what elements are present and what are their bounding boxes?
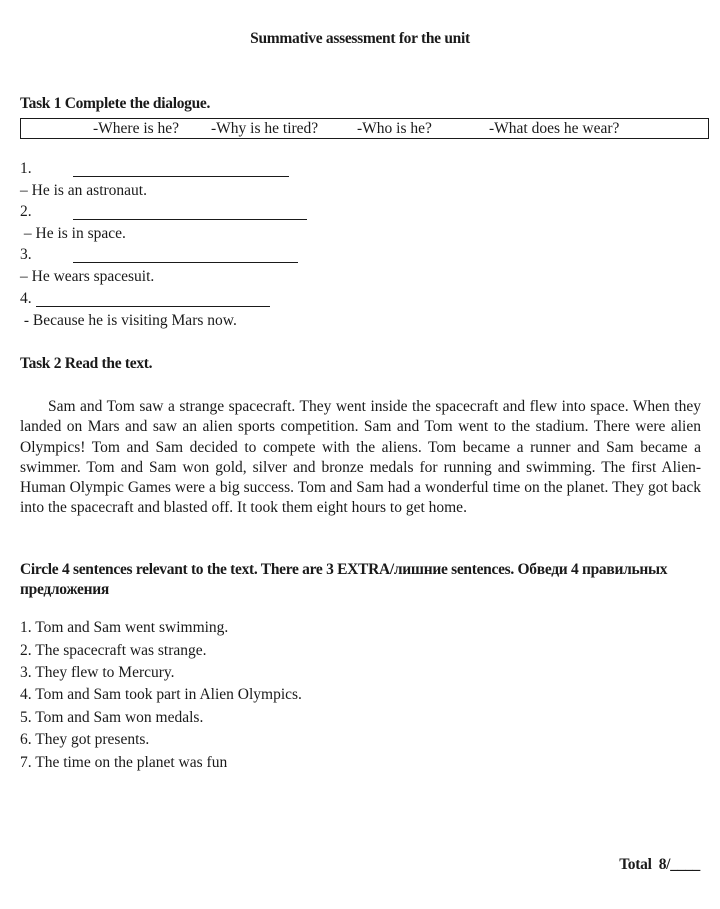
task3-heading: Circle 4 sentences relevant to the text. There are 3 EXTRA/лишние sentences. Обведи 4 правильных предложения — [20, 561, 668, 598]
answer-blank-1[interactable] — [73, 160, 289, 177]
sentence-1[interactable]: 1. Tom and Sam went swimming. — [20, 619, 229, 636]
question-2 — [20, 203, 32, 221]
answer-blank-4[interactable] — [36, 290, 270, 307]
task1-heading: Task 1 Complete the dialogue. — [20, 95, 211, 112]
task2-heading: Task 2 Read the text. — [20, 355, 153, 372]
question-number: 4. — [20, 290, 32, 307]
option-what-wear: -What does he wear? — [489, 120, 620, 137]
question-3 — [20, 246, 32, 264]
question-number: 3. — [20, 246, 32, 263]
sentence-2[interactable]: 2. The spacecraft was strange. — [20, 642, 207, 659]
reading-text — [20, 397, 701, 519]
option-who: -Who is he? — [357, 120, 432, 137]
option-why-tired: -Why is he tired? — [211, 120, 319, 137]
sentence-4[interactable]: 4. Tom and Sam took part in Alien Olympics. — [20, 686, 302, 703]
sentence-3[interactable]: 3. They flew to Mercury. — [20, 664, 175, 681]
answer-blank-3[interactable] — [73, 246, 298, 263]
total-blank[interactable]: ____ — [670, 856, 700, 873]
question-1 — [20, 160, 32, 178]
question-number: 2. — [20, 203, 32, 220]
reply-1: – He is an astronaut. — [20, 182, 147, 199]
reply-3: – He wears spacesuit. — [20, 268, 155, 285]
reply-4: - Because he is visiting Mars now. — [20, 312, 237, 329]
sentence-7[interactable]: 7. The time on the planet was fun — [20, 754, 228, 771]
reply-2: – He is in space. — [20, 225, 126, 242]
sentence-6[interactable]: 6. They got presents. — [20, 731, 150, 748]
options-box — [20, 118, 709, 139]
answer-blank-2[interactable] — [73, 203, 307, 220]
question-4 — [20, 290, 32, 308]
page-title: Summative assessment for the unit — [250, 30, 470, 47]
option-where: -Where is he? — [93, 120, 180, 137]
total-label: Total 8/ — [619, 856, 671, 873]
question-number: 1. — [20, 160, 32, 177]
reading-text-body: Sam and Tom saw a strange spacecraft. They went inside the spacecraft and flew into space. When they landed on Mars and saw an alien sports competition. Sam and Tom went to the stadium. There were alien Olympics! Tom and Sam decided to compete with the aliens. Tom became a runner and Sam became a swimmer. Tom and Sam won gold, silver and bronze medals for running and swimming. The first Alien-Human Olympic Games were a big success. Tom and Sam had a wonderful time on the planet. They got back into the spacecraft and blasted off. It took them eight hours to get home. — [20, 398, 701, 517]
sentence-5[interactable]: 5. Tom and Sam won medals. — [20, 709, 204, 726]
total-score — [619, 856, 700, 874]
